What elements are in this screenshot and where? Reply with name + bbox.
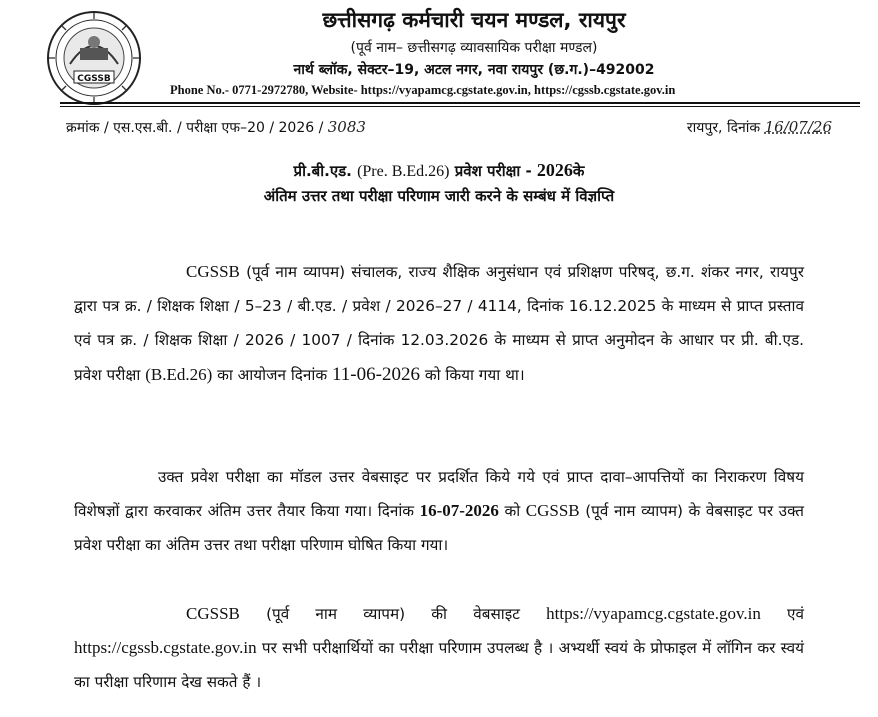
paragraph-3 [74,597,804,700]
org-former-name: (पूर्व नाम– छत्तीसगढ़ व्यावसायिक परीक्षा मण्डल) [350,40,598,56]
p1-text-2: का आयोजन दिनांक [212,365,332,384]
subject-post: के [572,162,585,180]
p2-text-2: को [498,502,526,521]
p1-exam-code: (B.Ed.26) [145,364,213,384]
org-contact: Phone No.- 0771-2972780, Website- https://vyapamcg.cgstate.gov.in, https://cgssb.cgstate.gov.in [170,83,676,97]
p1-text-3: को किया गया था। [419,365,525,384]
p3-website-vyapam: https://vyapamcg.cgstate.gov.in [546,604,761,623]
p3-cgssb: CGSSB [186,604,240,623]
org-name: छत्तीसगढ़ कर्मचारी चयन मण्डल, रायपुर [322,8,626,32]
place-date-label: रायपुर, दिनांक [686,120,765,136]
subject-line-1 [0,160,878,181]
subject-line-2: अंतिम उत्तर तथा परीक्षा परिणाम जारी करने के सम्बंध में विज्ञप्ति [263,187,615,205]
org-address: नार्थ ब्लॉक, सेक्टर–19, अटल नगर, नवा रायपुर (छ.ग.)–492002 [293,62,655,78]
subject-mid: प्रवेश परीक्षा - [454,162,532,180]
subject-exam-code: (Pre. B.Ed.26) [357,163,450,180]
p1-text: (पूर्व नाम व्यापम) संचालक, राज्य शैक्षिक अनुसंधान एवं प्रशिक्षण परिषद्, छ.ग. शंकर नगर, रायपुर द्वारा पत्र क्र. / शिक्षक शिक्षा / 5–23 / बी.एड. / प्रवेश / 2026–27 / 4114, दिनांक 16.12.2025 के माध्यम से प्राप्त प्रस्ताव एवं पत्र क्र. / शिक्षक शिक्षा / 2026 / 1007 / दिनांक 12.03.2026 के माध्यम से प्राप्त अनुमोदन के आधार पर प्री. बी.एड. प्रवेश परीक्षा [74,263,804,384]
place-date [687,118,832,137]
p1-exam-date: 11-06-2026 [332,363,420,385]
p3-text: (पूर्व नाम व्यापम) की वेबसाइट [239,605,547,623]
subject-year: 2026 [536,160,573,180]
p2-result-date: 16-07-2026 [419,501,499,521]
reference-number-printed: क्रमांक / एस.एस.बी. / परीक्षा एफ–20 / 2026 / [66,120,328,136]
paragraph-2 [74,460,804,563]
p2-cgssb: CGSSB [525,501,580,521]
header-divider-thin [60,106,860,107]
p2-text-3: (पूर्व नाम व्यापम) के वेबसाइट पर उक्त प्रवेश परीक्षा का अंतिम उत्तर तथा परीक्षा परिणाम घोषित किया गया। [74,502,804,555]
subject-pre: प्री.बी.एड. [293,162,352,180]
header-divider [60,102,860,104]
reference-number [66,118,366,137]
p3-website-cgssb: https://cgssb.cgstate.gov.in [74,638,257,658]
p2-text: उक्त प्रवेश परीक्षा का मॉडल उत्तर वेबसाइट पर प्रदर्शित किये गये एवं प्राप्त दावा–आपत्तियों का निराकरण विषय विशेषज्ञों द्वारा करवाकर अंतिम उत्तर तैयार किया गया। दिनांक [74,468,804,521]
p3-text-3: पर सभी परीक्षार्थियों का परीक्षा परिणाम उपलब्ध है । अभ्यर्थी स्वयं के प्रोफाइल में लॉगिन कर स्वयं का परीक्षा परिणाम देख सकते हैं । [74,639,804,692]
seal-text: CGSSB [77,74,111,84]
reference-number-handwritten: 3083 [327,118,366,136]
p1-cgssb: CGSSB [186,262,240,281]
paragraph-1 [74,255,804,392]
date-handwritten: 16/07/26 [764,118,832,136]
p3-text-2: एवं [760,605,805,623]
